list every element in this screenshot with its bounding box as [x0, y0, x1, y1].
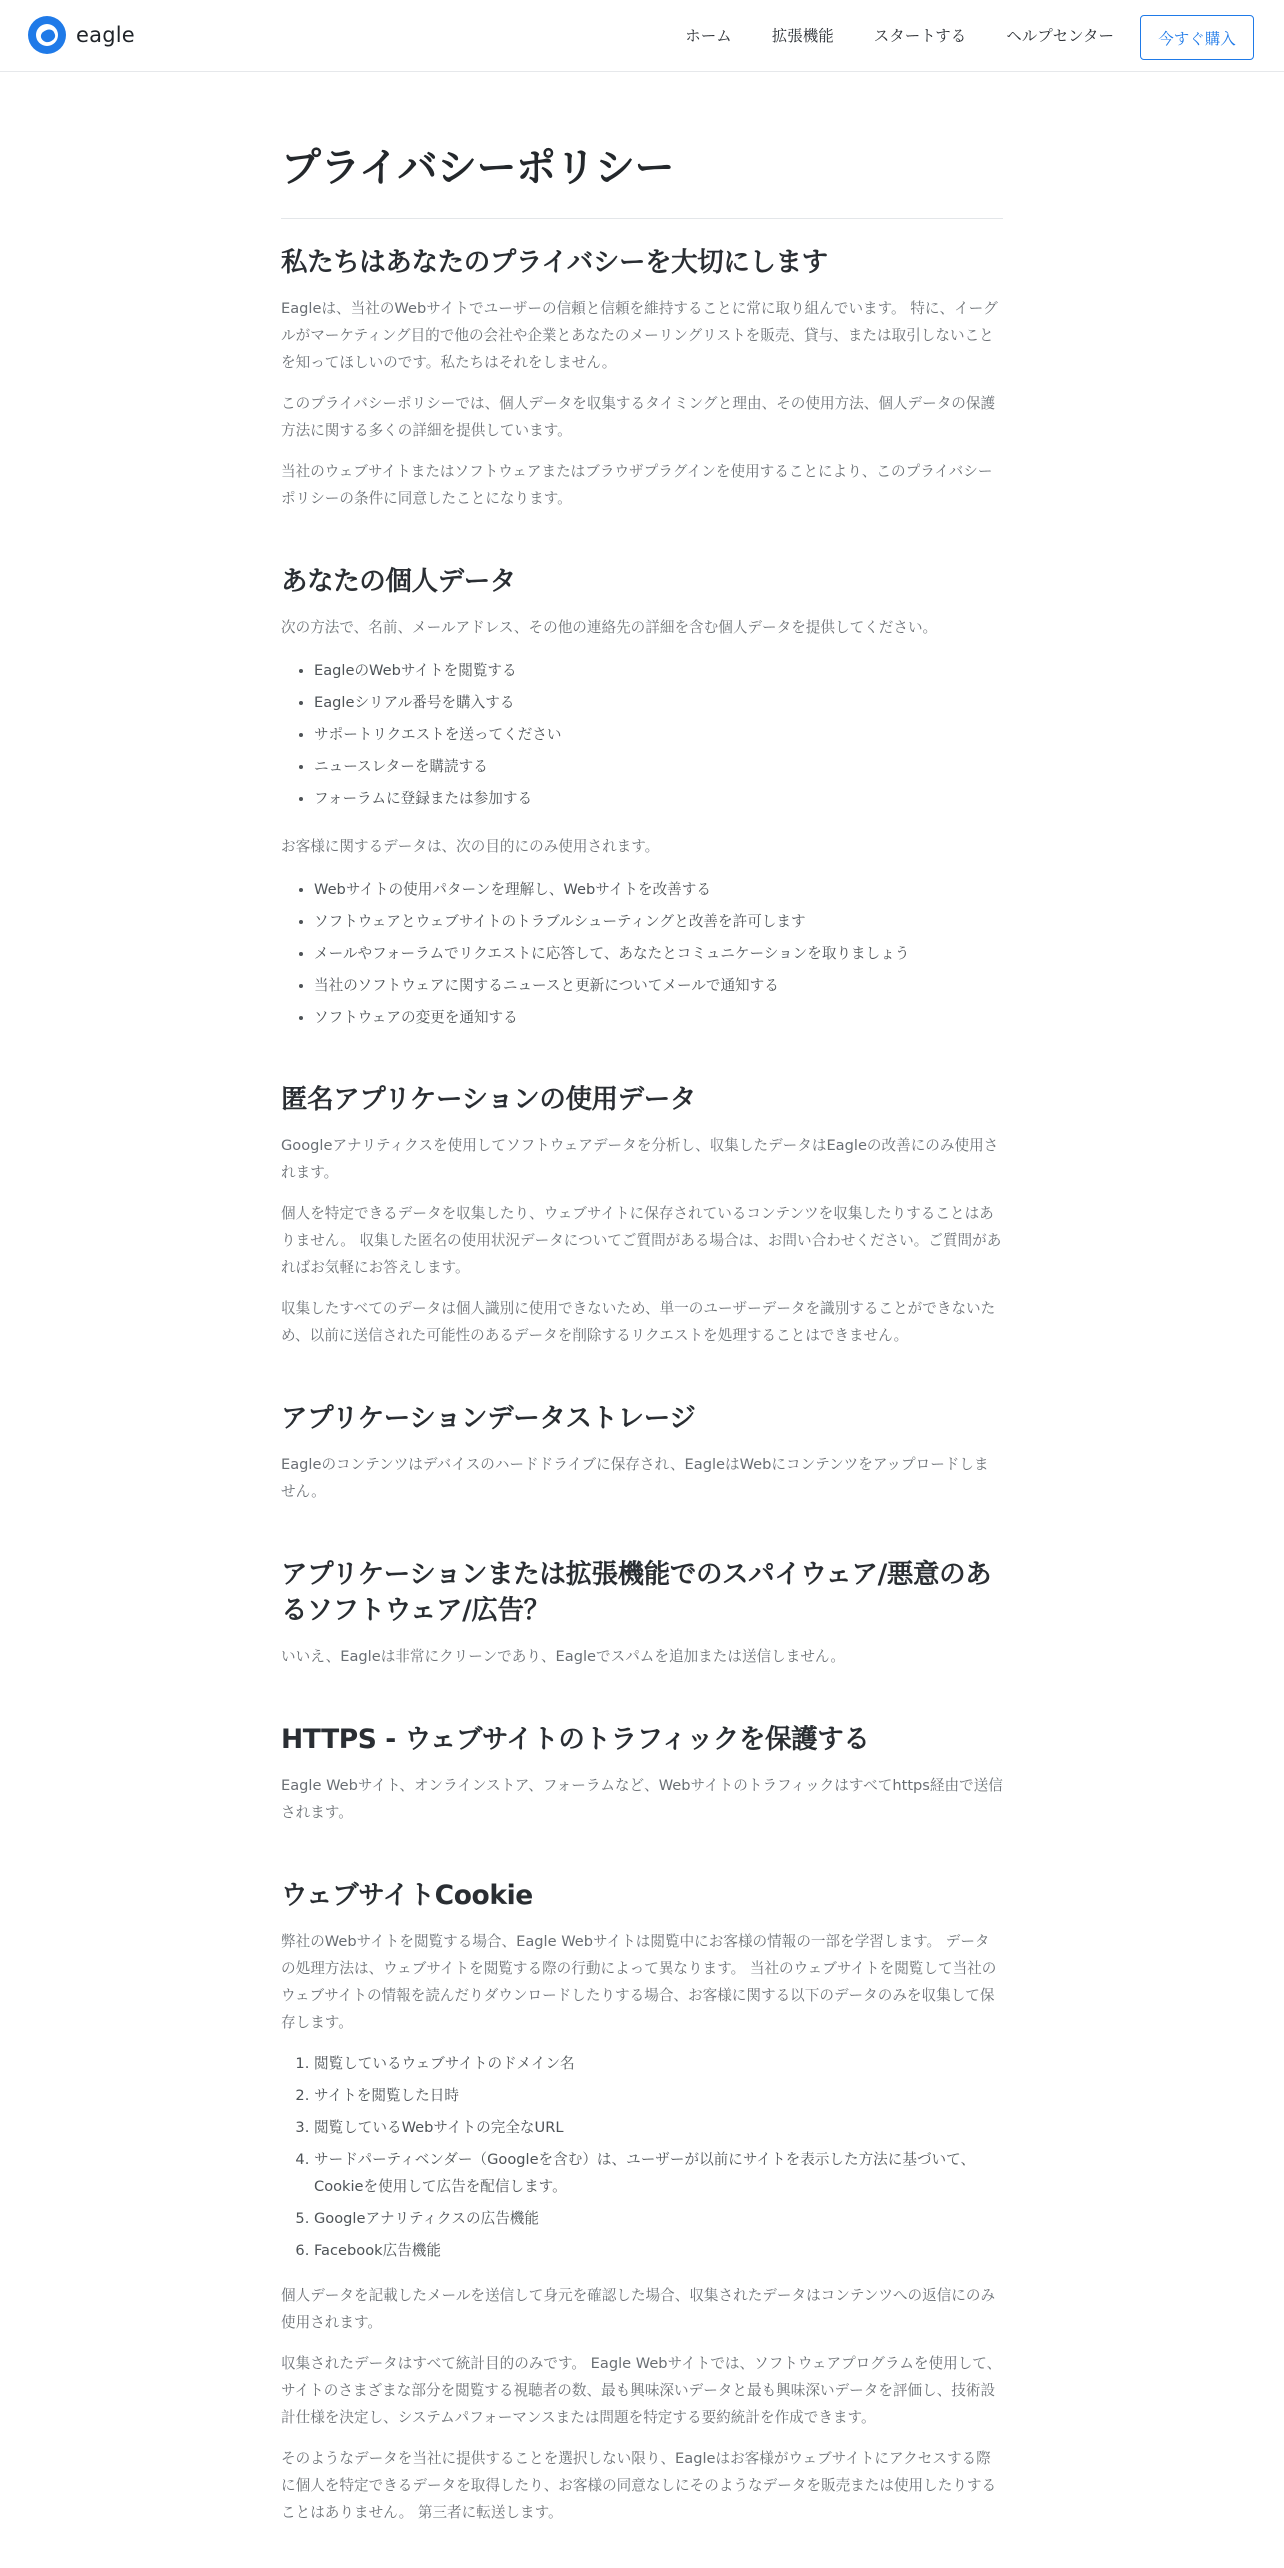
list-item: • ソフトウェアとウェブサイトのトラブルシューティングと改善を許可します — [314, 906, 1003, 938]
section-heading-cookies: ウェブサイトCookie — [281, 1880, 533, 1911]
nav-menu — [685, 24, 1114, 48]
nav-item-get-started[interactable]: スタートする — [873, 27, 967, 45]
section-heading-spyware: アプリケーションまたは拡張機能でのスパイウェア/悪意のあるソフトウェア/広告？ — [281, 1559, 992, 1626]
nav-item-home[interactable]: ホーム — [685, 27, 732, 45]
list-item: • メールやフォーラムでリクエストに応答して、あなたとコミュニケーションを取りましょう — [314, 938, 1003, 970]
paragraph: 次の方法で、名前、メールアドレス、その他の連絡先の詳細を含む個人データを提供してください。 — [281, 619, 938, 636]
paragraph: Eagleのコンテンツはデバイスのハードドライブに保存され、EagleはWebにコンテンツをアップロードしません。 — [281, 1456, 989, 1500]
paragraph: 収集したすべてのデータは個人識別に使用できないため、単一のユーザーデータを識別することができないため、以前に送信された可能性のあるデータを削除するリクエストを処理することはできません。 — [281, 1300, 996, 1344]
paragraph: Eagleは、当社のWebサイトでユーザーの信頼と信頼を維持することに常に取り組んでいます。 特に、イーグルがマーケティング目的で他の会社や企業とあなたのメーリングリストを販売、貸与、または取引しないことを知ってほしいのです。私たちはそれをしません。 — [281, 300, 998, 371]
list-item: • フォーラムに登録または参加する — [314, 783, 1003, 815]
brand-logo[interactable] — [28, 16, 135, 54]
brand-name: eagle — [76, 23, 135, 47]
list-item: • Webサイトの使用パターンを理解し、Webサイトを改善する — [314, 874, 1003, 906]
list-item: 4. サードパーティベンダー（Googleを含む）は、ユーザーが以前にサイトを表示した方法に基づいて、Cookieを使用して広告を配信します。 — [314, 2146, 1003, 2200]
section-heading-anonymous-usage: 匿名アプリケーションの使用データ — [281, 1084, 696, 1115]
list-item: • EagleのWebサイトを閲覧する — [314, 655, 1003, 687]
section-heading-data-storage: アプリケーションデータストレージ — [281, 1403, 696, 1434]
list-item: • ソフトウェアの変更を通知する — [314, 1002, 1003, 1034]
nav-item-extensions[interactable]: 拡張機能 — [771, 27, 834, 45]
paragraph: 個人データを記載したメールを送信して身元を確認した場合、収集されたデータはコンテンツへの返信にのみ使用されます。 — [281, 2287, 996, 2331]
cookie-data-list — [314, 2050, 1003, 2264]
page-title: プライバシーポリシー — [281, 140, 1003, 219]
list-item: 6. Facebook広告機能 — [314, 2237, 1003, 2264]
list-item: 5. Googleアナリティクスの広告機能 — [314, 2205, 1003, 2232]
top-nav — [0, 0, 1284, 72]
paragraph: そのようなデータを当社に提供することを選択しない限り、Eagleはお客様がウェブサイトにアクセスする際に個人を特定できるデータを取得したり、お客様の同意なしにそのようなデータを販売または使用したりすることはありません。 第三者に転送します。 — [281, 2450, 997, 2521]
section-heading-https: HTTPS - ウェブサイトのトラフィックを保護する — [281, 1724, 870, 1755]
policy-content — [281, 140, 1003, 2540]
nav-item-help-center[interactable]: ヘルプセンター — [1006, 27, 1114, 45]
list-item: 1. 閲覧しているウェブサイトのドメイン名 — [314, 2050, 1003, 2077]
paragraph: Googleアナリティクスを使用してソフトウェアデータを分析し、収集したデータはEagleの改善にのみ使用されます。 — [281, 1137, 999, 1181]
paragraph: Eagle Webサイト、オンラインストア、フォーラムなど、Webサイトのトラフィックはすべてhttps経由で送信されます。 — [281, 1777, 1003, 1821]
paragraph: 当社のウェブサイトまたはソフトウェアまたはブラウザプラグインを使用することにより、このプライバシーポリシーの条件に同意したことになります。 — [281, 463, 993, 507]
list-item: 2. サイトを閲覧した日時 — [314, 2082, 1003, 2109]
list-item: • 当社のソフトウェアに関するニュースと更新についてメールで通知する — [314, 970, 1003, 1002]
paragraph: お客様に関するデータは、次の目的にのみ使用されます。 — [281, 838, 660, 855]
paragraph: 収集されたデータはすべて統計目的のみです。 Eagle Webサイトでは、ソフトウェアプログラムを使用して、サイトのさまざまな部分を閲覧する視聴者の数、最も興味深いデータと最も興味深いデータを評価し、技術設計仕様を決定し、システムパフォーマンスまたは問題を特定する要約統計を作成できます。 — [281, 2355, 1002, 2426]
section-heading-personal-data: あなたの個人データ — [281, 566, 516, 597]
eagle-logo-icon — [28, 16, 66, 54]
buy-now-button[interactable]: 今すぐ購入 — [1140, 15, 1254, 60]
collection-methods-list — [314, 655, 1003, 815]
list-item: 3. 閲覧しているWebサイトの完全なURL — [314, 2114, 1003, 2141]
paragraph: 個人を特定できるデータを収集したり、ウェブサイトに保存されているコンテンツを収集したりすることはありません。 収集した匿名の使用状況データについてご質問がある場合は、お問い合わせください。ご質問があればお気軽にお答えします。 — [281, 1205, 1002, 1276]
paragraph: 弊社のWebサイトを閲覧する場合、Eagle Webサイトは閲覧中にお客様の情報の一部を学習します。 データの処理方法は、ウェブサイトを閲覧する際の行動によって異なります。 当社のウェブサイトを閲覧して当社のウェブサイトの情報を読んだりダウンロードしたりする場合、お客様に関する以下のデータのみを収集して保存します。 — [281, 1933, 997, 2031]
paragraph: いいえ、Eagleは非常にクリーンであり、Eagleでスパムを追加または送信しません。 — [281, 1648, 845, 1665]
list-item: • サポートリクエストを送ってください — [314, 719, 1003, 751]
section-heading-privacy: 私たちはあなたのプライバシーを大切にします — [281, 247, 828, 278]
data-usage-list — [314, 874, 1003, 1034]
list-item: • Eagleシリアル番号を購入する — [314, 687, 1003, 719]
list-item: • ニュースレターを購読する — [314, 751, 1003, 783]
paragraph: このプライバシーポリシーでは、個人データを収集するタイミングと理由、その使用方法、個人データの保護方法に関する多くの詳細を提供しています。 — [281, 395, 996, 439]
